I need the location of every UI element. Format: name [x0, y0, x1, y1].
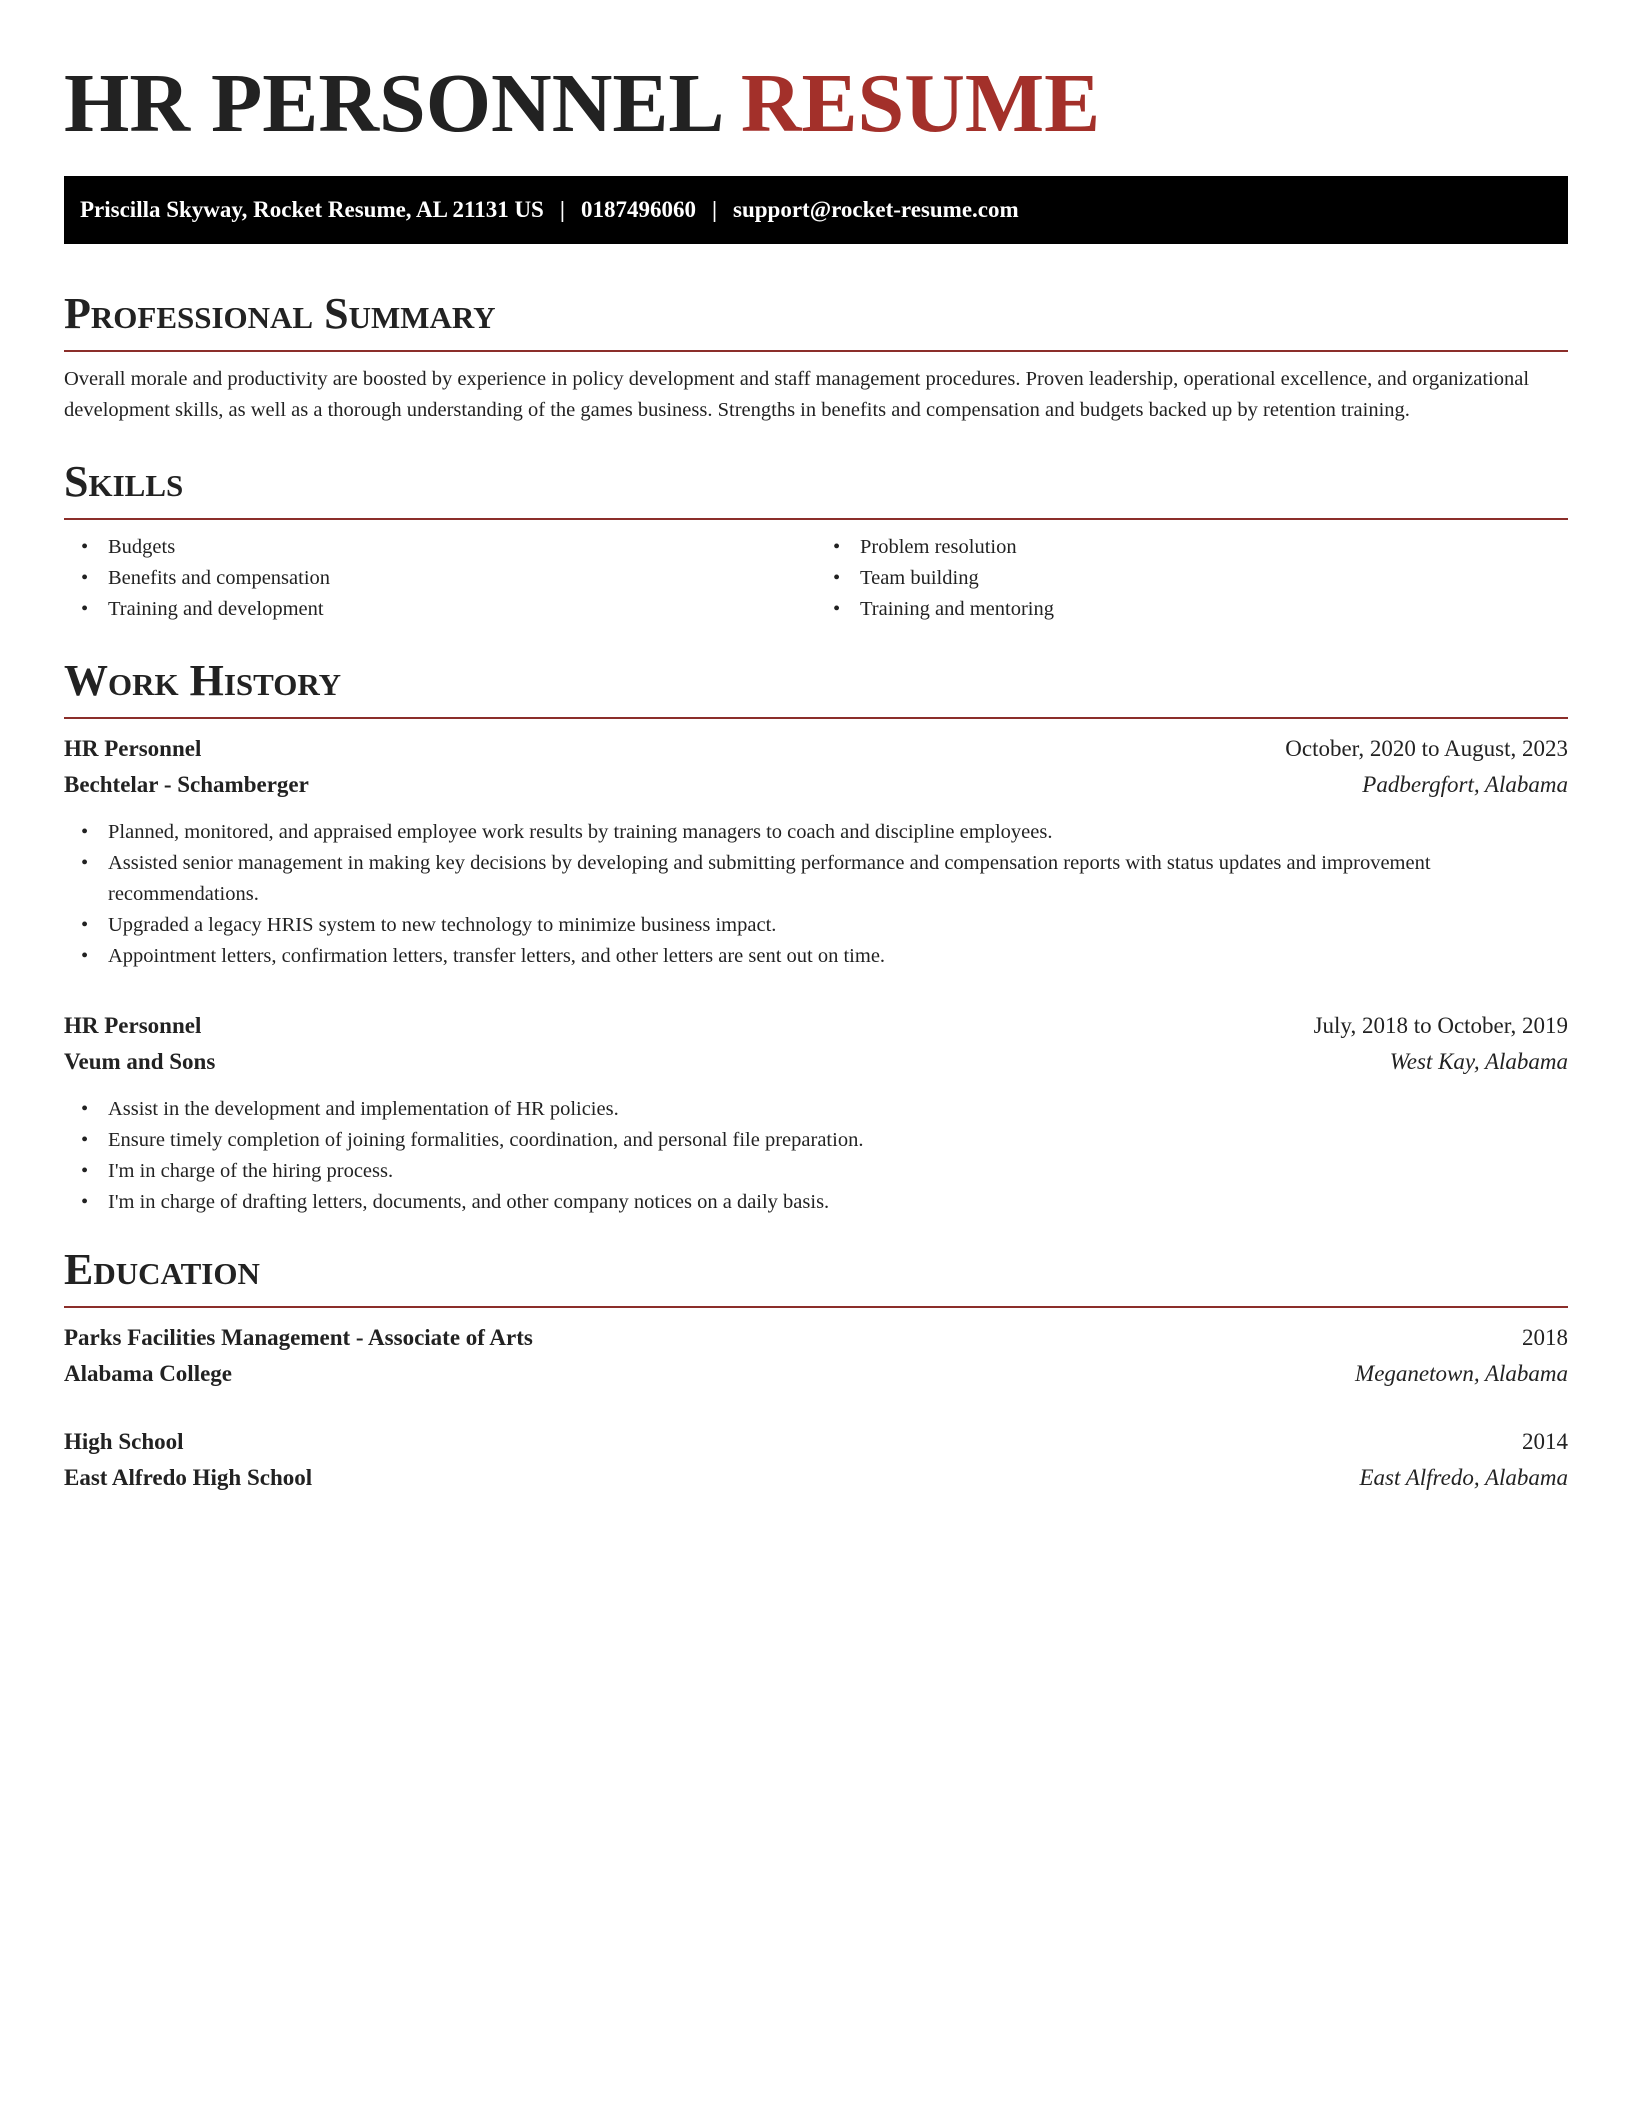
education-school: East Alfredo High School [64, 1465, 313, 1490]
job-location: West Kay, Alabama [1389, 1049, 1568, 1074]
bullet-icon: • [833, 536, 841, 558]
section-divider [64, 1306, 1568, 1308]
education-heading: Education [64, 1245, 260, 1294]
education-location: East Alfredo, Alabama [1359, 1465, 1568, 1490]
job-dates: October, 2020 to August, 2023 [1285, 736, 1568, 761]
bullet-icon: • [81, 914, 89, 936]
skills-list [64, 532, 1568, 625]
skills-heading: Skills [64, 457, 184, 506]
skill-item: • Training and development [64, 594, 816, 625]
skills-section [64, 454, 1568, 625]
job-company: Veum and Sons [64, 1049, 216, 1074]
bullet-icon: • [81, 945, 89, 967]
section-divider [64, 518, 1568, 520]
bullet-icon: • [81, 1160, 89, 1182]
education-year: 2018 [1522, 1325, 1568, 1350]
education-entry [64, 1320, 1568, 1392]
summary-section [64, 286, 1568, 426]
job-entry [64, 731, 1568, 972]
job-duty: • Planned, monitored, and appraised employee work results by training managers to coach and discipline employees. [64, 817, 1568, 848]
job-duties [64, 1094, 1568, 1218]
job-location: Padbergfort, Alabama [1362, 772, 1568, 797]
summary-text: Overall morale and productivity are boosted by experience in policy development and staff management procedures. Proven leadership, operational excellence, and organizational development skills, as well as a thorough understanding of the games business. Strengths in benefits and compensation and budgets backed up by retention training. [64, 368, 1530, 421]
section-divider [64, 350, 1568, 352]
skill-item: • Budgets [64, 532, 816, 563]
skills-column-left [64, 532, 816, 625]
bullet-icon: • [81, 852, 89, 874]
contact-address: Priscilla Skyway, Rocket Resume, AL 21131 US [80, 197, 544, 222]
skill-item: • Problem resolution [816, 532, 1568, 563]
title-job: HR PERSONNEL [64, 57, 720, 150]
bullet-icon: • [81, 598, 89, 620]
job-duty: • Appointment letters, confirmation letters, transfer letters, and other letters are sent out on time. [64, 941, 1568, 972]
job-dates: July, 2018 to October, 2019 [1313, 1013, 1568, 1038]
education-location: Meganetown, Alabama [1355, 1361, 1568, 1386]
contact-separator: | [711, 197, 718, 222]
education-degree: Parks Facilities Management - Associate of Arts [64, 1325, 533, 1350]
job-duties [64, 817, 1568, 972]
job-duty: • I'm in charge of the hiring process. [64, 1156, 1568, 1187]
education-entry [64, 1424, 1568, 1496]
skill-item: • Team building [816, 563, 1568, 594]
resume-page [64, 50, 1568, 1496]
skill-item: • Benefits and compensation [64, 563, 816, 594]
bullet-icon: • [81, 1191, 89, 1213]
education-year: 2014 [1522, 1429, 1568, 1454]
work-history-section [64, 653, 1568, 1218]
bullet-icon: • [81, 567, 89, 589]
bullet-icon: • [833, 567, 841, 589]
job-title: HR Personnel [64, 1013, 202, 1038]
contact-separator: | [559, 197, 565, 222]
job-duty: • Assisted senior management in making key decisions by developing and submitting performance and compensation reports with status updates and improvement recommendations. [64, 848, 1568, 910]
job-duty: • Assist in the development and implementation of HR policies. [64, 1094, 1568, 1125]
job-duty: • I'm in charge of drafting letters, documents, and other company notices on a daily basis. [64, 1187, 1568, 1218]
job-title: HR Personnel [64, 736, 202, 761]
bullet-icon: • [833, 598, 841, 620]
skills-column-right [816, 532, 1568, 625]
education-school: Alabama College [64, 1361, 233, 1386]
skill-item: • Training and mentoring [816, 594, 1568, 625]
contact-phone: 0187496060 [580, 197, 696, 222]
job-duty: • Ensure timely completion of joining formalities, coordination, and personal file preparation. [64, 1125, 1568, 1156]
bullet-icon: • [81, 1129, 89, 1151]
title-resume: RESUME [740, 57, 1101, 150]
summary-heading: Professional Summary [64, 289, 496, 338]
bullet-icon: • [81, 536, 89, 558]
contact-bar [64, 176, 1568, 244]
job-duty: • Upgraded a legacy HRIS system to new technology to minimize business impact. [64, 910, 1568, 941]
bullet-icon: • [81, 821, 89, 843]
education-section [64, 1242, 1568, 1496]
section-divider [64, 717, 1568, 719]
job-company: Bechtelar - Schamberger [64, 772, 309, 797]
contact-email: support@rocket-resume.com [733, 197, 1019, 222]
job-entry [64, 1008, 1568, 1218]
work-history-heading: Work History [64, 656, 342, 705]
bullet-icon: • [81, 1098, 89, 1120]
education-degree: High School [64, 1429, 184, 1454]
resume-title [64, 50, 1568, 158]
